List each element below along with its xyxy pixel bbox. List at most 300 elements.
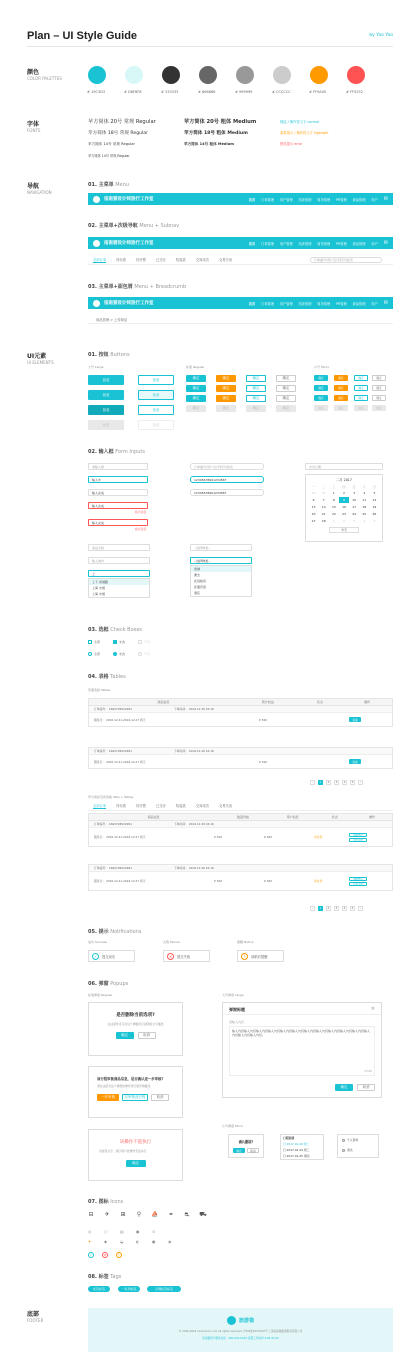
- login-button[interactable]: 登录: [138, 405, 174, 415]
- confirm-button[interactable]: 确定: [246, 375, 266, 382]
- plane-icon: ✈: [104, 1211, 110, 1218]
- select-option[interactable]: 澳去: [194, 573, 201, 577]
- nav-item[interactable]: 订单管理: [261, 241, 274, 246]
- close-icon[interactable]: ×: [370, 1006, 375, 1012]
- micro-popup: [228, 1134, 264, 1158]
- confirm-button[interactable]: 确定: [276, 405, 296, 412]
- subnav-tab[interactable]: 交易成功: [195, 804, 209, 808]
- label-success: 成功 Success: [88, 940, 108, 944]
- confirm-button[interactable]: 确定: [314, 395, 328, 401]
- footer-hotline: 指南猫用户服务热线：400-XXX-XXXX 客服工作时间 9:00-21:00: [202, 1337, 279, 1340]
- confirm-button[interactable]: 确定: [246, 385, 266, 392]
- calendar-day[interactable]: 24: [352, 512, 357, 516]
- confirm-button[interactable]: 确定: [246, 395, 266, 402]
- autocomplete-option[interactable]: 上海 中国: [92, 586, 105, 590]
- login-button[interactable]: 登录: [88, 405, 124, 415]
- calendar-day[interactable]: 1: [332, 491, 335, 495]
- date-input[interactable]: 出发日期: [305, 463, 383, 470]
- cancel-button[interactable]: 取消: [247, 1148, 259, 1153]
- confirm-button[interactable]: 确定: [354, 405, 368, 411]
- calendar-weekday: 日: [372, 485, 376, 489]
- color-swatch: [310, 66, 328, 84]
- author-link[interactable]: by Yao Yao: [369, 33, 393, 38]
- mail-icon[interactable]: ✉: [383, 300, 388, 306]
- nav-item[interactable]: 订单管理: [261, 301, 274, 306]
- popup-text: 在这里你可以对这个弹窗进行说明的文字描述: [107, 1022, 164, 1026]
- subnav-tab[interactable]: 交易成功: [195, 258, 209, 262]
- login-button[interactable]: 登录: [88, 375, 124, 385]
- calendar-day[interactable]: 5: [373, 519, 376, 523]
- date-option-list: [280, 1134, 324, 1160]
- confirm-button[interactable]: 确定: [314, 405, 328, 411]
- page-button[interactable]: 4: [343, 907, 346, 910]
- order-number: 订单编号： 1660728022961: [94, 822, 133, 826]
- service-dates: 服务日： 2016.12.21-2016.12.27 两天: [94, 717, 146, 722]
- nav-item[interactable]: PR管理: [336, 197, 347, 202]
- prev-page-button[interactable]: ‹: [311, 781, 314, 784]
- menu-option[interactable]: [338, 1145, 378, 1155]
- ship-icon: ⛵: [151, 1211, 159, 1218]
- calendar-day[interactable]: 14: [321, 505, 326, 509]
- calendar-weekday: 四: [342, 485, 346, 489]
- subnav-tab[interactable]: 待付款: [116, 804, 127, 808]
- checkbox: [138, 640, 142, 644]
- confirm-button[interactable]: 确定: [186, 375, 206, 382]
- confirm-button[interactable]: 确定: [216, 405, 236, 412]
- home-icon: ○: [104, 1229, 108, 1234]
- text-input-active[interactable]: 输入中: [88, 476, 148, 483]
- confirm-button[interactable]: 确定: [334, 375, 348, 381]
- calendar-day[interactable]: 15: [331, 505, 336, 509]
- table-header-cell: 商品信息: [147, 815, 160, 819]
- login-button[interactable]: 登录: [138, 420, 174, 430]
- confirm-button[interactable]: 确定: [216, 385, 236, 392]
- calendar-day[interactable]: 2: [343, 519, 345, 523]
- confirm-popup: [88, 1002, 183, 1056]
- page-button[interactable]: 5: [351, 781, 354, 784]
- nav-item[interactable]: 用户管理: [279, 301, 293, 306]
- subnav-tab[interactable]: 交易关闭: [218, 258, 233, 262]
- label-regular-popup: 标准弹窗 Regular: [88, 993, 113, 997]
- ok-button[interactable]: 确定: [116, 1032, 134, 1039]
- page-button[interactable]: 1: [319, 781, 322, 784]
- checkbox-label: 未选: [119, 640, 126, 644]
- confirm-button[interactable]: 确定: [276, 375, 296, 382]
- close-circle-icon: ×: [103, 1253, 107, 1257]
- autocomplete-option[interactable]: 上海 中国: [92, 592, 105, 596]
- login-button[interactable]: 登录: [138, 390, 174, 400]
- confirm-button[interactable]: 确定: [354, 395, 368, 401]
- nav-item[interactable]: 结伴管理: [298, 197, 312, 202]
- font-sample: 苹方简体 20号 常规 Regular: [88, 119, 156, 125]
- calendar-weekday: 五: [352, 485, 356, 489]
- calendar-day[interactable]: 20: [311, 512, 316, 516]
- subsection-tables: 04. 表格 Tables: [88, 674, 126, 680]
- confirm-button[interactable]: 确定: [186, 405, 206, 412]
- status: 待付款: [314, 879, 323, 883]
- checkbox-label: 不可: [144, 640, 151, 644]
- page-button[interactable]: 4: [343, 781, 346, 784]
- color-hex-label: # FF5252: [346, 90, 363, 94]
- text-input-error[interactable]: 输入完成: [88, 519, 148, 526]
- nav-item[interactable]: 财务管理: [317, 301, 331, 306]
- type-select-open[interactable]: --选择种类--: [190, 557, 252, 564]
- table-tabs: [88, 801, 393, 811]
- action-button[interactable]: 编辑费用: [349, 877, 367, 881]
- nav-item[interactable]: 首页: [248, 301, 256, 306]
- type-select[interactable]: --选择种类--: [190, 544, 252, 551]
- nav-item[interactable]: 结伴管理: [298, 241, 312, 246]
- order-time: 下单时间： 2016.12.26 16:16: [174, 822, 214, 826]
- date-option[interactable]: 日 2017-01-24 周三: [283, 1148, 310, 1152]
- select-city[interactable]: 输入城市: [88, 557, 150, 564]
- subnav-tab[interactable]: 已交付: [155, 804, 166, 808]
- calendar-day[interactable]: 22: [331, 512, 336, 516]
- login-button[interactable]: 登录: [88, 420, 124, 430]
- tag[interactable]: 标签标签: [88, 1286, 110, 1292]
- check-circle-icon: ✓: [89, 1253, 93, 1257]
- alert-icon: !: [241, 953, 248, 960]
- calendar-day[interactable]: 11: [362, 498, 367, 502]
- half-icon: ◒: [120, 1239, 124, 1244]
- calendar-day[interactable]: 30: [311, 491, 316, 495]
- date-option[interactable]: 日 2017-01-25 周四: [283, 1154, 310, 1158]
- order-search-input[interactable]: 订单编号/用户名/手机号/姓名: [310, 257, 382, 263]
- toast-notice: ! 请稍后提醒: [237, 950, 284, 962]
- nav-item[interactable]: PR管理: [336, 241, 347, 246]
- font-sample: 苹方简体 14号 常规 Regular: [88, 142, 135, 146]
- motor-icon: ⛟: [199, 1211, 207, 1218]
- search-input[interactable]: 订单编号/用户名/手机号/姓名: [190, 463, 264, 470]
- page-button[interactable]: 3: [335, 907, 338, 910]
- calendar-day[interactable]: 6: [312, 498, 315, 502]
- search-input-active[interactable]: 12345678901234567: [190, 476, 264, 483]
- radio-icon: [342, 1149, 345, 1152]
- subnav-tab[interactable]: 待退款: [175, 258, 186, 262]
- table-header-cell: 状态: [316, 700, 323, 704]
- text-input-empty[interactable]: 请输入框: [88, 463, 148, 470]
- ok-button[interactable]: 确定: [233, 1148, 245, 1153]
- circle-icon: ◉: [168, 1239, 172, 1244]
- checkbox-label: 全部: [94, 652, 101, 656]
- subsection-popups: 06. 弹窗 Popups: [88, 981, 129, 987]
- dot-icon: ●: [152, 1239, 156, 1244]
- order-number: 订单编号： 1660728022961: [94, 749, 133, 753]
- nav-item[interactable]: 用户: [371, 197, 378, 202]
- nav-item[interactable]: 用户管理: [279, 241, 293, 246]
- table-header: [89, 814, 392, 821]
- calendar-weekday: 二: [322, 485, 326, 489]
- table-header: [89, 699, 392, 706]
- table-header-cell: 商品信息: [157, 700, 170, 704]
- subsection-menu: 01. 主菜单 Menu: [88, 182, 129, 188]
- tag[interactable]: 一系列标签: [118, 1286, 140, 1292]
- bike-icon: ⚭: [168, 1211, 174, 1218]
- popup-title: 确认删除?: [238, 1140, 254, 1144]
- confirm-button[interactable]: 确定: [314, 385, 328, 391]
- color-swatch: [199, 66, 217, 84]
- footer-copyright: © 2016-2018 xxxxxxxxx.com all rights reserved. 沪ICP备XXXXXXX号 上海指南猫旅游服务有限公司: [178, 1330, 303, 1333]
- color-hex-label: # D8F8F8: [124, 90, 142, 94]
- toast-failure: × 提交失败: [163, 950, 210, 962]
- nav-item[interactable]: 结伴管理: [298, 301, 312, 306]
- section-subtitle-footer: FOOTER: [27, 1318, 44, 1323]
- color-swatch: [162, 66, 180, 84]
- nav-item[interactable]: 商品管理: [352, 197, 366, 202]
- today-button[interactable]: 今天: [329, 527, 358, 533]
- subnav-tab[interactable]: 待退款: [175, 804, 186, 808]
- nav-item[interactable]: 订单管理: [261, 197, 274, 202]
- section-title-ui: UI元素: [27, 353, 47, 360]
- calendar-day[interactable]: 19: [372, 505, 377, 509]
- mail-icon[interactable]: ✉: [383, 240, 388, 246]
- confirm-button[interactable]: 确定: [334, 405, 348, 411]
- table-row: [89, 872, 392, 890]
- subnav-tab[interactable]: 全部订单: [93, 803, 107, 808]
- page-button[interactable]: 2: [327, 781, 330, 784]
- cancel-button[interactable]: 取消: [151, 1094, 169, 1101]
- list-icon: ▤: [120, 1229, 124, 1234]
- confirm-button[interactable]: 确定: [276, 385, 296, 392]
- calendar-day[interactable]: 26: [372, 512, 377, 516]
- radio[interactable]: [88, 652, 92, 656]
- confirm-button[interactable]: 确定: [216, 395, 236, 402]
- confirm-button[interactable]: 确定: [372, 385, 386, 391]
- calendar-day[interactable]: 3: [353, 491, 356, 495]
- confirm-button[interactable]: 确定: [354, 385, 368, 391]
- search-input-filled[interactable]: 12345678901234567: [190, 489, 264, 496]
- calendar-month: 二月 2017: [335, 478, 353, 482]
- login-button[interactable]: 登录: [88, 390, 124, 400]
- confirm-button[interactable]: 确定: [372, 405, 386, 411]
- user-icon: ●: [136, 1229, 140, 1234]
- font-sample: 苹方简体 14号 粗体 Medium: [184, 142, 235, 146]
- nav-item[interactable]: 商品管理: [352, 241, 366, 246]
- table-row-meta: [89, 706, 392, 713]
- calendar-day[interactable]: 21: [321, 512, 326, 516]
- nav-item[interactable]: 首页: [248, 241, 256, 246]
- menu-option-label: 个人资料: [347, 1138, 359, 1142]
- calendar-day[interactable]: 25: [362, 512, 367, 516]
- page-title: Plan – UI Style Guide: [27, 30, 138, 42]
- checkbox[interactable]: [88, 640, 92, 644]
- section-title-colors: 颜色: [27, 69, 40, 76]
- calendar-day[interactable]: 1: [332, 519, 335, 523]
- login-button[interactable]: 登录: [138, 375, 174, 385]
- mail-icon[interactable]: ✉: [383, 196, 388, 202]
- nav-item[interactable]: 用户管理: [279, 197, 293, 202]
- checkbox[interactable]: [113, 640, 117, 644]
- prev-page-button[interactable]: ‹: [311, 907, 314, 910]
- radio-icon: [342, 1139, 345, 1142]
- confirm-button[interactable]: 确定: [334, 395, 348, 401]
- color-hex-label: # 333333: [161, 90, 179, 94]
- actions: [349, 877, 367, 886]
- nav-item[interactable]: 首页: [248, 197, 256, 202]
- subnav-tab[interactable]: 待开票: [136, 258, 146, 262]
- view-button[interactable]: 查看: [349, 717, 361, 722]
- confirm-button[interactable]: 确定: [216, 375, 236, 382]
- select-option[interactable]: 在线租房: [194, 579, 207, 583]
- main-menu: [88, 237, 393, 249]
- label-large-buttons: 大号 Large: [88, 365, 104, 369]
- autocomplete-option[interactable]: 上下 香港路: [89, 579, 149, 585]
- action-button[interactable]: 查看详情: [349, 838, 367, 842]
- table-header-cell: 预计收益: [261, 700, 274, 704]
- calendar-day[interactable]: 3: [353, 519, 356, 523]
- calendar-day[interactable]: 9: [339, 497, 348, 503]
- calendar-day[interactable]: 7: [322, 498, 325, 502]
- logo-icon: [93, 196, 100, 203]
- confirm-button[interactable]: 确定: [276, 395, 296, 402]
- color-hex-label: # 666666: [198, 90, 216, 94]
- calendar-day[interactable]: 4: [363, 519, 366, 523]
- font-sample: 苹方简体 20号 粗体 Medium: [184, 119, 257, 125]
- color-hex-label: # CCCCCC: [272, 90, 291, 94]
- next-page-button[interactable]: ›: [359, 781, 362, 784]
- field-label: 请输入内容: [229, 1020, 245, 1024]
- table-row: [89, 828, 392, 846]
- color-swatch: [88, 66, 106, 84]
- order-time: 下单时间： 2016.12.26 16:16: [174, 707, 214, 711]
- calendar-day[interactable]: 31: [321, 491, 326, 495]
- menu-option[interactable]: [338, 1135, 378, 1145]
- label-micro-buttons: 小号 Micro: [314, 365, 330, 369]
- tag[interactable]: 示例标签标签: [147, 1286, 181, 1292]
- label-failure: 失败 Failure: [163, 940, 180, 944]
- close-icon: ×: [168, 953, 173, 959]
- ok-button[interactable]: 确定: [335, 1084, 353, 1091]
- calendar-day[interactable]: 12: [372, 498, 377, 502]
- user-info: ¥ 360: [264, 879, 273, 883]
- nav-item[interactable]: 财务管理: [317, 241, 331, 246]
- subnav-tab[interactable]: 全部订单: [93, 257, 107, 262]
- subnav-tab[interactable]: 交易关闭: [218, 804, 233, 808]
- calendar-day[interactable]: 27: [311, 519, 316, 523]
- select-dropdown: [190, 565, 252, 597]
- calendar-day[interactable]: 10: [352, 498, 357, 502]
- subnav-tab[interactable]: 待付款: [116, 258, 127, 262]
- amount: ¥ 360: [259, 759, 268, 764]
- date-option[interactable]: 日 2017-01-20 周二: [283, 1142, 310, 1146]
- calendar-day[interactable]: 17: [352, 505, 357, 509]
- nav-item[interactable]: 用户: [371, 241, 378, 246]
- table-header-cell: 用户信息: [286, 815, 299, 819]
- next-page-button[interactable]: ›: [359, 907, 362, 910]
- input-error-tip: 格式有误: [135, 527, 147, 531]
- check-icon: ✓: [93, 953, 98, 959]
- review-popup: [88, 1066, 183, 1118]
- amount: ¥ 360: [214, 835, 223, 839]
- color-swatch: [236, 66, 254, 84]
- label-basic-table: 普通表格 Tables: [88, 688, 111, 692]
- label-regular-buttons: 标准 Regular: [186, 365, 205, 369]
- confirm-button[interactable]: 确定: [334, 385, 348, 391]
- brand-name: 指南猫设计师旅行工作室: [104, 197, 154, 202]
- page-button[interactable]: 3: [335, 781, 338, 784]
- font-sample: 苹方简体 18号 常规 Regular: [88, 131, 149, 136]
- confirm-button[interactable]: 确定: [186, 385, 206, 392]
- toast-success: ✓ 提交成功: [88, 950, 135, 962]
- view-button[interactable]: 查看: [349, 759, 361, 764]
- page-button[interactable]: 2: [327, 907, 330, 910]
- confirm-button[interactable]: 确定: [354, 375, 368, 381]
- label-micro-popup: 小号弹窗 Micro: [222, 1124, 244, 1128]
- breadcrumb: 商品管理 > 上传商品: [88, 315, 393, 324]
- section-title-navigation: 导航: [27, 183, 40, 190]
- calendar-day[interactable]: 2: [343, 491, 345, 495]
- color-swatch: [347, 66, 365, 84]
- select-option[interactable]: 酒店: [194, 591, 201, 595]
- subsection-tags: 08. 标签 Tags: [88, 1274, 122, 1280]
- font-link-sample: 链接 / 操作按文字 normal: [280, 120, 319, 124]
- section-subtitle-ui: UI ELEMENTS: [27, 360, 54, 365]
- nav-item[interactable]: 商品管理: [352, 301, 366, 306]
- order-number: 订单编号： 1660728022961: [94, 707, 133, 711]
- nav-item[interactable]: PR管理: [336, 301, 347, 306]
- select-option[interactable]: 佳通宾馆: [194, 585, 207, 589]
- brand-name: 指南猫设计师旅行工作室: [104, 301, 154, 306]
- review-all-button[interactable]: 一并审核: [97, 1094, 119, 1101]
- diamond-icon: ◆: [104, 1239, 108, 1244]
- checkbox-label: 不可: [144, 652, 151, 656]
- calendar-day[interactable]: 13: [311, 505, 316, 509]
- subnav-tab[interactable]: 待开票: [136, 804, 146, 808]
- confirm-button[interactable]: 确定: [372, 375, 386, 381]
- main-menu: [88, 297, 393, 309]
- calendar-day[interactable]: 4: [363, 491, 366, 495]
- select-search[interactable]: 商品名称: [88, 544, 150, 551]
- radio[interactable]: [113, 652, 117, 656]
- nav-item[interactable]: 财务管理: [317, 197, 331, 202]
- review-this-button[interactable]: 仅审核此行程: [122, 1094, 148, 1101]
- text-input-error[interactable]: 输入完成: [88, 502, 148, 509]
- header-divider: [27, 46, 393, 47]
- calendar-day[interactable]: 8: [332, 498, 335, 502]
- action-button[interactable]: 查看详情: [349, 882, 367, 886]
- confirm-button[interactable]: 确定: [246, 405, 266, 412]
- confirm-button[interactable]: 确定: [314, 375, 328, 381]
- calendar-day[interactable]: 16: [342, 505, 346, 509]
- calendar-day[interactable]: 18: [362, 505, 367, 509]
- service-dates: 服务日： 2016.12.21-2016.12.27 两天: [94, 879, 146, 883]
- action-button[interactable]: 编辑费用: [349, 833, 367, 837]
- calendar-day[interactable]: 23: [342, 512, 346, 516]
- content-textarea[interactable]: 输入内容输入内容输入内容输入内容输入内容输入内容输入内容输入内容输入内容输入内容输入内容输入内容输入内容输入内容。 0/500: [229, 1026, 375, 1076]
- table-row-meta: [89, 865, 392, 872]
- calendar-day[interactable]: 28: [321, 519, 326, 523]
- autocomplete-input[interactable]: 上: [88, 570, 150, 577]
- calendar-day[interactable]: 5: [373, 491, 376, 495]
- text-input-filled[interactable]: 输入完成: [88, 489, 148, 496]
- cancel-button[interactable]: 取消: [357, 1084, 375, 1091]
- ok-button[interactable]: 确定: [126, 1160, 146, 1167]
- checkbox-label: 未选: [119, 652, 126, 656]
- select-option[interactable]: 香港: [191, 566, 251, 572]
- page-button[interactable]: 5: [351, 907, 354, 910]
- font-highlight-sample: 重要提示 / 操作按文字 highlight: [280, 131, 329, 135]
- confirm-button[interactable]: 确定: [372, 395, 386, 401]
- calendar-weekday: 六: [362, 485, 366, 489]
- subnav-tab[interactable]: 已交付: [155, 258, 166, 262]
- nav-item[interactable]: 用户: [371, 301, 378, 306]
- confirm-button[interactable]: 确定: [186, 395, 206, 402]
- orders-table-tabbed: [88, 813, 393, 847]
- popup-title: 是否删除当前选项?: [116, 1013, 155, 1018]
- color-hex-label: # 999999: [235, 90, 253, 94]
- cancel-button[interactable]: 取消: [138, 1032, 156, 1039]
- page-button[interactable]: 1: [319, 907, 322, 910]
